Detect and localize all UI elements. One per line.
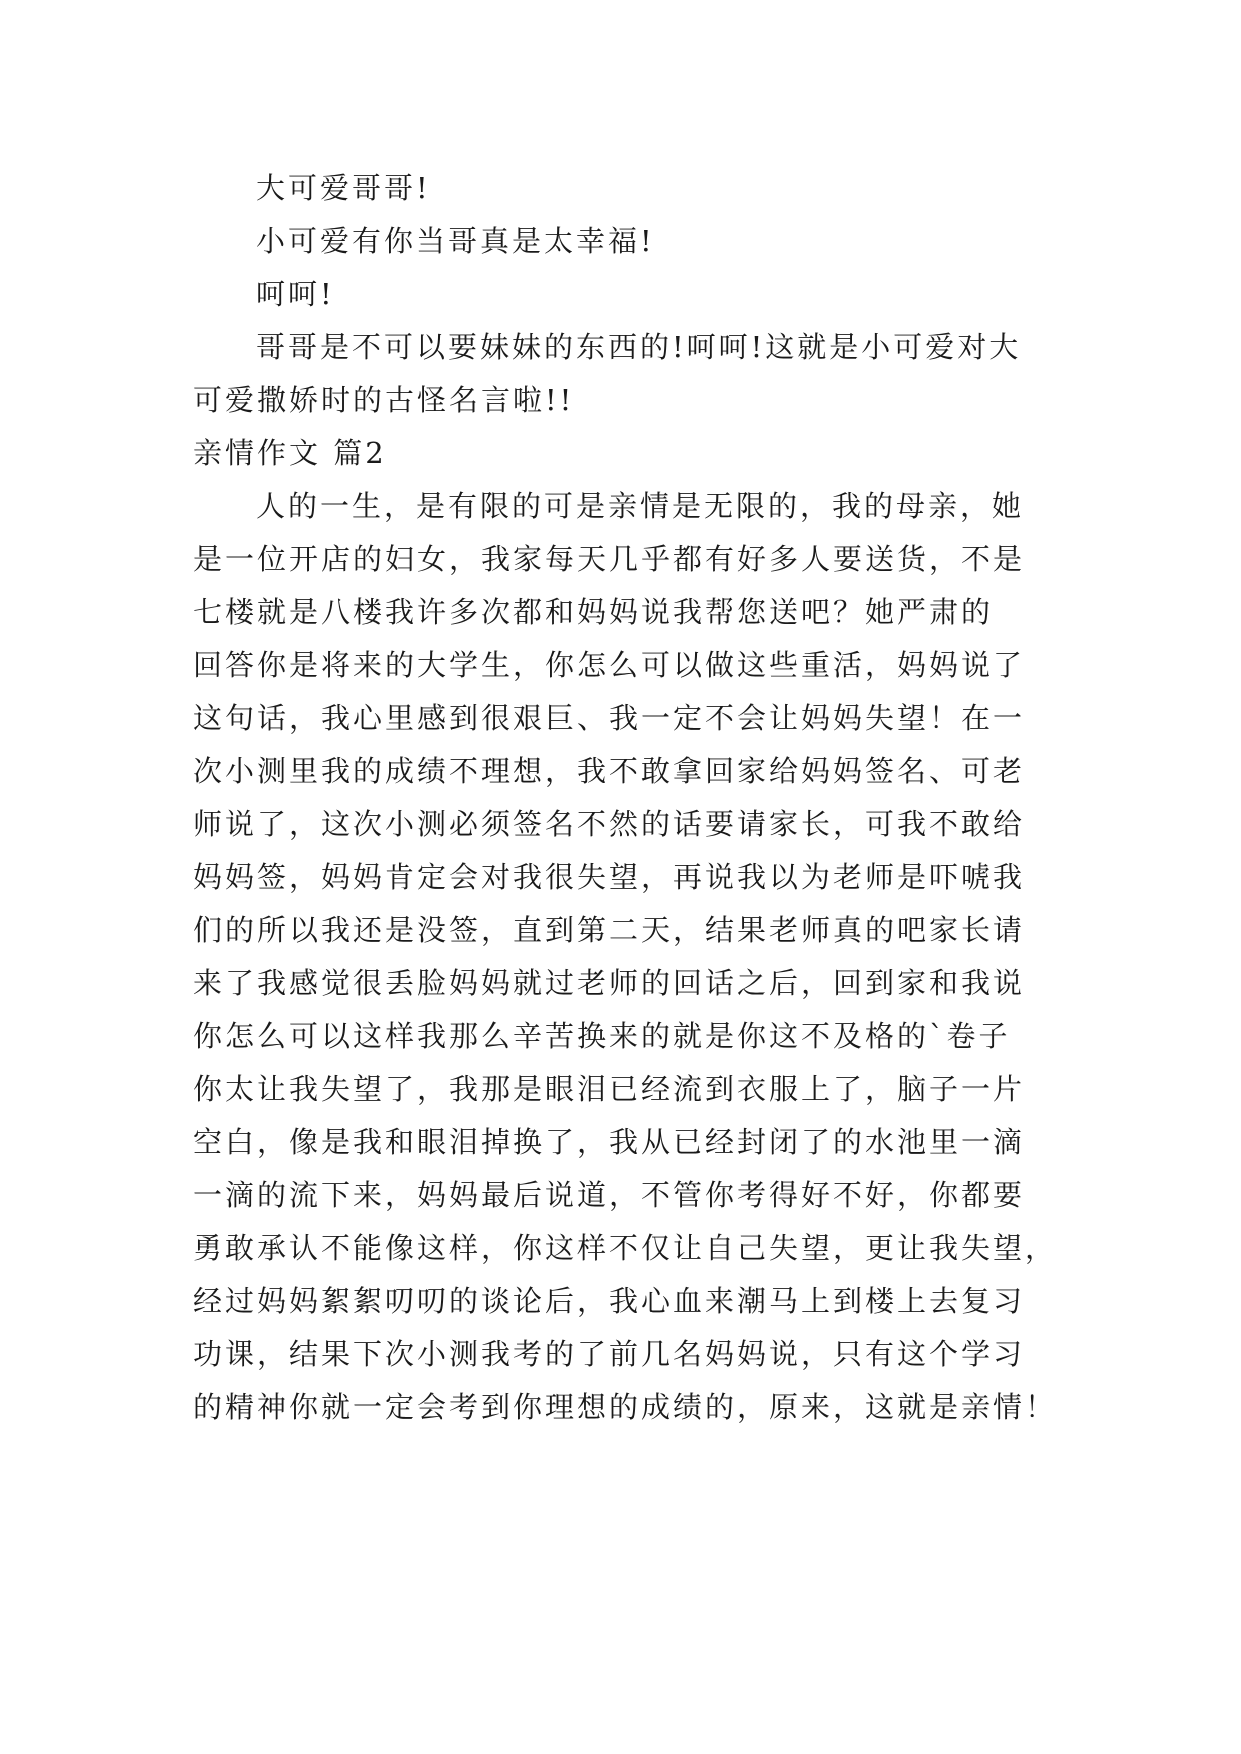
body-paragraph-line: 你怎么可以这样我那么辛苦换来的就是你这不及格的`卷子 (193, 1019, 1011, 1053)
body-paragraph-line: 回答你是将来的大学生，你怎么可以做这些重活，妈妈说了 (193, 648, 1026, 682)
body-paragraph-line: 功课，结果下次小测我考的了前几名妈妈说，只有这个学习 (193, 1337, 1026, 1371)
body-paragraph-line: 你太让我失望了，我那是眼泪已经流到衣服上了，脑子一片 (193, 1072, 1026, 1106)
body-paragraph-line: 们的所以我还是没签，直到第二天，结果老师真的吧家长请 (193, 913, 1026, 947)
body-paragraph-line: 人的一生，是有限的可是亲情是无限的，我的母亲，她 (256, 489, 1025, 523)
body-paragraph-line: 七楼就是八楼我许多次都和妈妈说我帮您送吧？她严肃的 (193, 595, 994, 629)
section-heading: 亲情作文 篇2 (193, 436, 387, 470)
intro-line: 呵呵! (256, 277, 335, 311)
body-paragraph-line: 这句话，我心里感到很艰巨、我一定不会让妈妈失望！在一 (193, 701, 1026, 735)
body-paragraph-line: 经过妈妈絮絮叨叨的谈论后，我心血来潮马上到楼上去复习 (193, 1284, 1026, 1318)
body-paragraph-line: 勇敢承认不能像这样，你这样不仅让自己失望，更让我失望， (193, 1231, 1058, 1265)
intro-line: 大可爱哥哥! (256, 171, 431, 205)
intro-line: 小可爱有你当哥真是太幸福! (256, 224, 655, 258)
body-paragraph-line: 一滴的流下来，妈妈最后说道，不管你考得好不好，你都要 (193, 1178, 1026, 1212)
intro-paragraph-line: 哥哥是不可以要妹妹的东西的!呵呵!这就是小可爱对大 (256, 330, 1022, 364)
body-paragraph-line: 次小测里我的成绩不理想，我不敢拿回家给妈妈签名、可老 (193, 754, 1026, 788)
document-body (193, 162, 1058, 1434)
intro-paragraph-line: 可爱撒娇时的古怪名言啦!! (193, 383, 575, 417)
body-paragraph-line: 的精神你就一定会考到你理想的成绩的，原来，这就是亲情！ (193, 1390, 1058, 1424)
body-paragraph-line: 空白，像是我和眼泪掉换了，我从已经封闭了的水池里一滴 (193, 1125, 1026, 1159)
body-paragraph-line: 是一位开店的妇女，我家每天几乎都有好多人要送货，不是 (193, 542, 1026, 576)
body-paragraph-line: 来了我感觉很丢脸妈妈就过老师的回话之后，回到家和我说 (193, 966, 1026, 1000)
body-paragraph-line: 妈妈签，妈妈肯定会对我很失望，再说我以为老师是吓唬我 (193, 860, 1026, 894)
body-paragraph-line: 师说了，这次小测必须签名不然的话要请家长，可我不敢给 (193, 807, 1026, 841)
